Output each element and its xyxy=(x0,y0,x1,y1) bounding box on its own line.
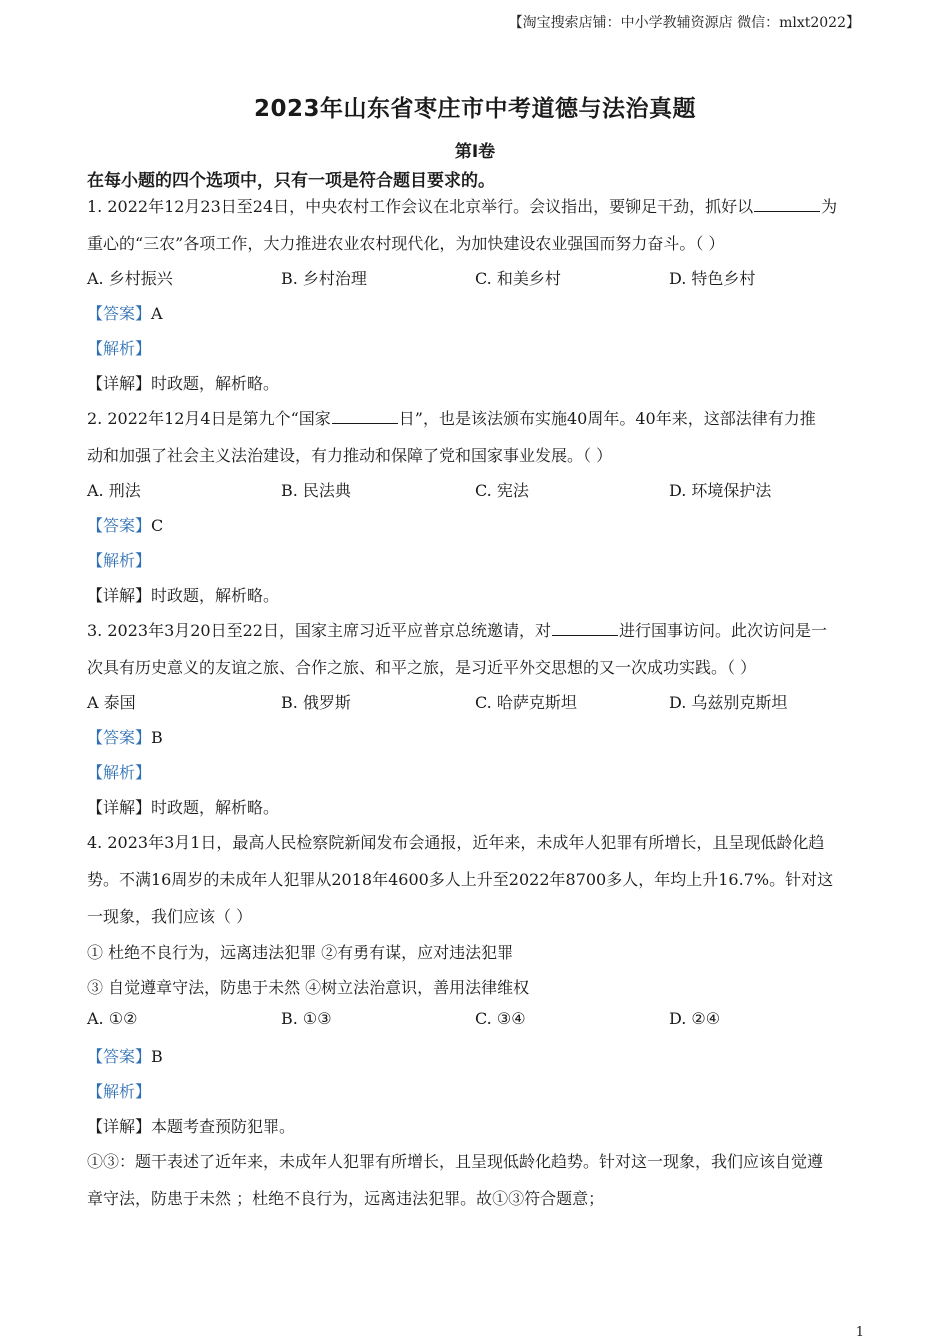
question-2-option-b: B. 民法典 xyxy=(281,481,351,500)
question-3-blank xyxy=(552,621,618,636)
detail-tag: 【详解】 xyxy=(87,1117,152,1136)
question-4-option-c: C. ③④ xyxy=(475,1009,526,1028)
question-1-option-a: A. 乡村振兴 xyxy=(87,269,173,288)
question-4-stem-line-1: 4. 2023年3月1日，最高人民检察院新闻发布会通报，近年来，未成年人犯罪有所增长，且呈现低龄化趋 xyxy=(87,833,825,852)
question-3-stem-line-2: 次具有历史意义的友谊之旅、合作之旅、和平之旅，是习近平外交思想的又一次成功实践。（ ） xyxy=(87,658,757,677)
question-1-answer xyxy=(87,301,867,324)
question-1-options xyxy=(87,266,867,288)
header-note: 【淘宝搜索店铺：中小学教辅资源店 微信：mlxt2022】 xyxy=(508,15,860,31)
question-2-detail-text: 时政题，解析略。 xyxy=(151,586,280,605)
question-4-statements-line-2: ③ 自觉遵章守法，防患于未然 ④树立法治意识，善用法律维权 xyxy=(87,978,530,997)
question-4-analysis xyxy=(87,1079,867,1102)
question-4-option-d: D. ②④ xyxy=(669,1009,721,1028)
detail-tag: 【详解】 xyxy=(87,586,152,605)
question-1-answer-value: A xyxy=(151,304,163,323)
question-1-analysis xyxy=(87,336,867,359)
question-1-option-d: D. 特色乡村 xyxy=(669,269,756,288)
answer-tag: 【答案】 xyxy=(87,1047,152,1066)
question-4-detail xyxy=(87,1114,867,1137)
question-1-stem-line-1 xyxy=(87,194,867,217)
page-number: 1 xyxy=(855,1325,864,1340)
question-4-answer xyxy=(87,1044,867,1067)
question-1-option-b: B. 乡村治理 xyxy=(281,269,367,288)
question-2-answer xyxy=(87,513,867,536)
question-3-detail xyxy=(87,795,867,818)
answer-tag: 【答案】 xyxy=(87,516,152,535)
question-4-option-b: B. ①③ xyxy=(281,1009,332,1028)
question-4-answer-value: B xyxy=(151,1047,163,1066)
question-2-options xyxy=(87,478,867,500)
question-2-stem-text-b: 日”，也是该法颁布实施40周年。40年来，这部法律有力推 xyxy=(398,409,816,428)
question-3-detail-text: 时政题，解析略。 xyxy=(151,798,280,817)
question-4-stem-line-3: 一现象，我们应该（ ） xyxy=(87,907,253,926)
question-3-stem-text-b: 进行国事访问。此次访问是一 xyxy=(618,621,827,640)
detail-tag: 【详解】 xyxy=(87,798,152,817)
question-4-statements-line-1: ① 杜绝不良行为，远离违法犯罪 ②有勇有谋，应对违法犯罪 xyxy=(87,943,514,962)
analysis-tag: 【解析】 xyxy=(87,339,152,358)
question-2-option-a: A. 刑法 xyxy=(87,481,141,500)
question-4-explanation-line-2: 章守法，防患于未然 ；杜绝不良行为，远离违法犯罪。故①③符合题意； xyxy=(87,1189,605,1208)
question-2-detail xyxy=(87,583,867,606)
question-3-answer-value: B xyxy=(151,728,163,747)
question-3-option-d: D. 乌兹别克斯坦 xyxy=(669,693,788,712)
question-4-explanation-line-1: ①③：题干表述了近年来，未成年人犯罪有所增长，且呈现低龄化趋势。针对这一现象，我们应该自觉遵 xyxy=(87,1152,824,1171)
detail-tag: 【详解】 xyxy=(87,374,152,393)
question-1-blank xyxy=(754,197,820,212)
question-1-option-c: C. 和美乡村 xyxy=(475,269,561,288)
question-3-option-c: C. 哈萨克斯坦 xyxy=(475,693,577,712)
question-2-answer-value: C xyxy=(151,516,164,535)
question-1-stem-text-a: 1. 2022年12月23日至24日，中央农村工作会议在北京举行。会议指出，要铆足干劲，抓好以 xyxy=(87,197,754,216)
analysis-tag: 【解析】 xyxy=(87,1082,152,1101)
question-4-options xyxy=(87,1009,867,1031)
instruction-text: 在每小题的四个选项中，只有一项是符合题目要求的。 xyxy=(87,171,495,191)
question-1-stem-text-b: 为 xyxy=(821,197,838,216)
question-4-stem-line-2: 势。不满16周岁的未成年人犯罪从2018年4600多人上升至2022年8700多人，年均上升16.7%。针对这 xyxy=(87,870,834,889)
answer-tag: 【答案】 xyxy=(87,728,152,747)
analysis-tag: 【解析】 xyxy=(87,763,152,782)
answer-tag: 【答案】 xyxy=(87,304,152,323)
question-3-option-b: B. 俄罗斯 xyxy=(281,693,351,712)
question-3-stem-text-a: 3. 2023年3月20日至22日，国家主席习近平应普京总统邀请，对 xyxy=(87,621,551,640)
question-2-option-c: C. 宪法 xyxy=(475,481,529,500)
question-4-option-a: A. ①② xyxy=(87,1009,138,1028)
question-1-stem-line-2: 重心的“三农”各项工作，大力推进农业农村现代化，为加快建设农业强国而努力奋斗。（ ） xyxy=(87,234,725,253)
question-2-stem-line-2: 动和加强了社会主义法治建设，有力推动和保障了党和国家事业发展。（ ） xyxy=(87,446,613,465)
question-4-detail-text: 本题考查预防犯罪。 xyxy=(151,1117,296,1136)
question-2-stem-text-a: 2. 2022年12月4日是第九个“国家 xyxy=(87,409,331,428)
question-1-detail xyxy=(87,371,867,394)
question-2-analysis xyxy=(87,548,867,571)
question-2-option-d: D. 环境保护法 xyxy=(669,481,772,500)
question-2-blank xyxy=(332,409,398,424)
question-3-stem-line-1 xyxy=(87,618,867,641)
question-3-option-a: A 泰国 xyxy=(87,693,136,712)
page-title: 2023年山东省枣庄市中考道德与法治真题 xyxy=(253,96,696,122)
question-2-stem-line-1 xyxy=(87,406,867,429)
analysis-tag: 【解析】 xyxy=(87,551,152,570)
section-title: 第Ⅰ卷 xyxy=(454,142,496,162)
question-3-answer xyxy=(87,725,867,748)
question-3-options xyxy=(87,690,867,712)
question-1-detail-text: 时政题，解析略。 xyxy=(151,374,280,393)
question-3-analysis xyxy=(87,760,867,783)
